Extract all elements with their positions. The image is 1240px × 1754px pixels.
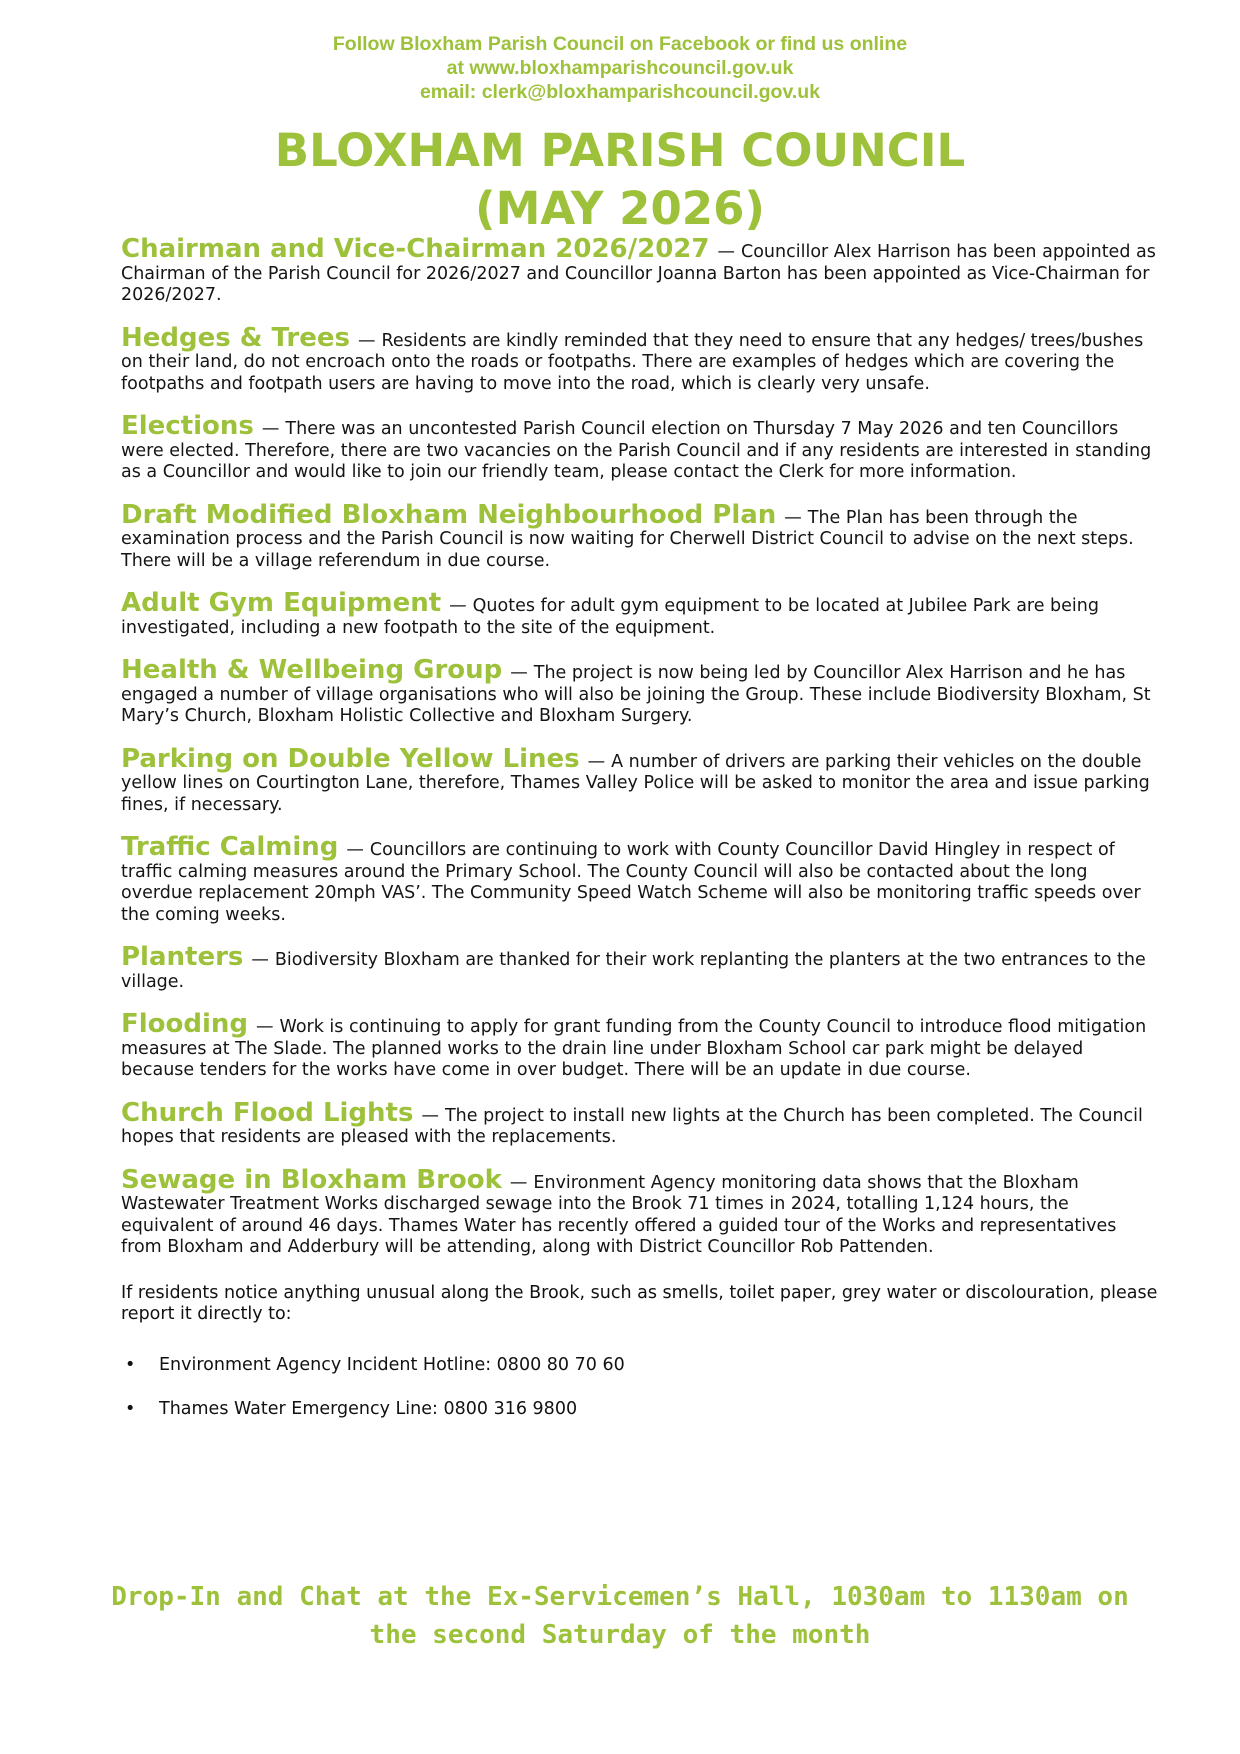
- news-text: The Plan has been through the examination process and the Parish Council is now waiting for Cherwell District Council to advise on the next steps. There will be a village referendum in due course.: [121, 507, 1134, 571]
- news-heading: Sewage in Bloxham Brook: [121, 1164, 502, 1195]
- news-text: Environment Agency monitoring data shows that the Bloxham Wastewater Treatment Works discharged sewage into the Brook 71 times in 2024, totalling 1,124 hours, the equivalent of around 46 days. Thames Water has recently offered a guided tour of the Works and representatives from Bloxham and Adderbury will be attending, along with District Councillor Rob Pattenden.: [121, 1172, 1117, 1257]
- drop-in-footer: [0, 1578, 1240, 1654]
- news-heading: Flooding: [121, 1009, 249, 1039]
- news-item-health: [121, 655, 1161, 728]
- news-text: The project is now being led by Councillor Alex Harrison and he has engaged a number of village organisations who will also be joining the Group. These include Biodiversity Bloxham, St Mary’s Church, Bloxham Holistic Collective and Bloxham Surgery.: [121, 663, 1151, 726]
- news-item-elections: [121, 411, 1161, 484]
- facebook-line: Follow Bloxham Parish Council on Facebook or find us online: [332, 33, 908, 55]
- news-item-planters: [121, 942, 1161, 993]
- dash: —: [510, 663, 528, 683]
- news-heading: Chairman and Vice-Chairman 2026/2027: [121, 234, 710, 264]
- title-date: (MAY 2026): [475, 182, 765, 235]
- news-item-parking: [121, 743, 1161, 817]
- news-heading: Health & Wellbeing Group: [121, 655, 503, 685]
- list-item: [121, 1398, 1161, 1420]
- dash: —: [357, 330, 376, 351]
- news-heading: Adult Gym Equipment: [121, 588, 442, 618]
- dash: —: [256, 1017, 274, 1037]
- news-heading: Planters: [121, 942, 244, 972]
- bullet-icon: •: [125, 1354, 136, 1375]
- news-item-neighbourhood-plan: [121, 499, 1161, 573]
- news-item-sewage: [121, 1164, 1161, 1259]
- news-heading: Church Flood Lights: [121, 1097, 414, 1128]
- news-text: Quotes for adult gym equipment to be located at Jubilee Park are being investigated, including a new footpath to the site of the equipment.: [121, 596, 1099, 638]
- dash: —: [251, 950, 269, 970]
- footer-line-1: Drop-In and Chat at the Ex-Servicemen’s Hall, 1030am to 1130am on: [111, 1582, 1129, 1612]
- dash: —: [717, 242, 735, 262]
- bullet-icon: •: [125, 1398, 136, 1419]
- dash: —: [346, 840, 364, 860]
- news-heading: Parking on Double Yellow Lines: [121, 743, 580, 774]
- news-heading: Elections: [121, 411, 254, 441]
- news-items: [121, 234, 1161, 1442]
- news-heading: Draft Modified Bloxham Neighbourhood Plan: [121, 499, 777, 530]
- news-text: Biodiversity Bloxham are thanked for their work replanting the planters at the two entrances to the village.: [121, 950, 1146, 992]
- contact-text: Thames Water Emergency Line: 0800 316 9800: [159, 1398, 578, 1419]
- news-text: Councillors are continuing to work with County Councillor David Hingley in respect of traffic calming measures around the Primary School. The County Council will also be contacted about the long overdue replacement 20mph VAS’. The Community Speed Watch Scheme will also be monitoring traffic speeds over the coming weeks.: [121, 840, 1141, 925]
- news-heading: Hedges & Trees: [121, 322, 350, 353]
- news-text: Councillor Alex Harrison has been appointed as Chairman of the Parish Council for 2026/2027 and Councillor Joanna Barton has been appointed as Vice-Chairman for 2026/2027.: [121, 242, 1156, 305]
- news-text: There was an uncontested Parish Council election on Thursday 7 May 2026 and ten Councillors were elected. Therefore, there are two vacancies on the Parish Council and if any residents are interested in standing as a Councillor and would like to join our friendly team, please contact the Clerk for more information.: [121, 419, 1152, 482]
- website-line: at www.bloxhamparishcouncil.gov.uk: [446, 57, 794, 79]
- dash: —: [421, 1105, 439, 1126]
- news-text: Residents are kindly reminded that they need to ensure that any hedges/ trees/bushes on their land, do not encroach onto the roads or footpaths. There are examples of hedges which are covering the footpaths and footpath users are having to move into the road, which is clearly very unsafe.: [121, 330, 1144, 394]
- page-title: [0, 122, 1240, 238]
- dash: —: [261, 419, 280, 439]
- news-item-flooding: [121, 1009, 1161, 1082]
- news-text: A number of drivers are parking their vehicles on the double yellow lines on Courtington Lane, therefore, Thames Valley Police will be asked to monitor the area and issue parking fines, if necessary.: [121, 751, 1150, 815]
- news-item-gym: [121, 588, 1161, 639]
- dash: —: [449, 596, 467, 616]
- news-text: The project to install new lights at the Church has been completed. The Council hopes that residents are pleased with the replacements.: [121, 1105, 1143, 1147]
- report-note: If residents notice anything unusual along the Brook, such as smells, toilet paper, grey water or discolouration, please report it directly to:: [121, 1282, 1158, 1324]
- dash: —: [509, 1172, 528, 1193]
- list-item: [121, 1354, 1161, 1376]
- news-item-hedges: [121, 322, 1161, 396]
- news-heading: Traffic Calming: [121, 832, 339, 862]
- title-council-name: BLOXHAM PARISH COUNCIL: [274, 124, 966, 177]
- contact-list: [121, 1354, 1161, 1420]
- contact-text: Environment Agency Incident Hotline: 0800 80 70 60: [159, 1354, 625, 1375]
- contact-header: [0, 32, 1240, 104]
- dash: —: [784, 507, 802, 528]
- news-item-chairman: [121, 234, 1161, 307]
- news-item-traffic: [121, 832, 1161, 926]
- footer-line-2: the second Saturday of the month: [369, 1620, 871, 1650]
- dash: —: [587, 751, 606, 772]
- news-item-flood-lights: [121, 1097, 1161, 1149]
- email-line: email: clerk@bloxhamparishcouncil.gov.uk: [419, 81, 821, 103]
- news-text: Work is continuing to apply for grant funding from the County Council to introduce flood mitigation measures at The Slade. The planned works to the drain line under Bloxham School car park might be delayed because tenders for the works have come in over budget. There will be an update in due course.: [121, 1017, 1147, 1080]
